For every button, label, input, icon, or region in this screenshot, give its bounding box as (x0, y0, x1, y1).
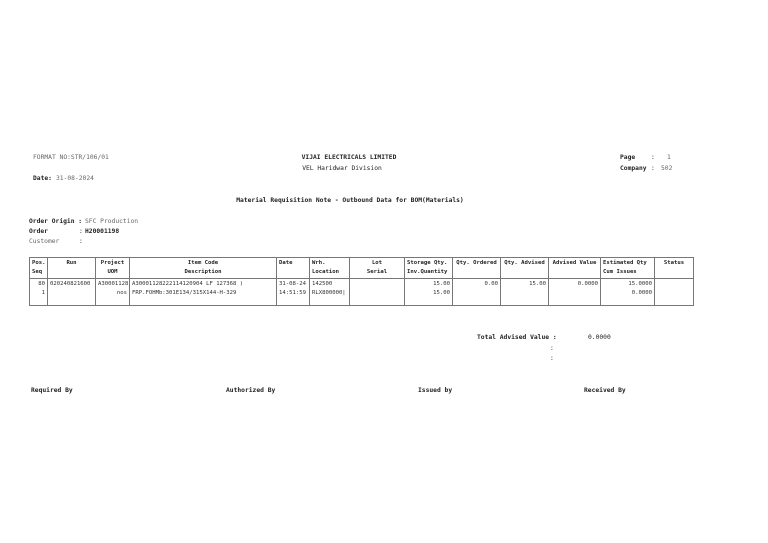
cell-status (655, 279, 694, 306)
division-name: VEL Haridwar Division (302, 165, 382, 172)
col-storage-qty-header: Storage Qty. Inv.Quantity (405, 258, 453, 279)
cell-pos: 80 1 (30, 279, 48, 306)
cell-project: A30001128 nos (96, 279, 130, 306)
format-number: FORMAT NO:STR/106/01 (33, 154, 109, 161)
cell-lot (350, 279, 405, 306)
col-warehouse-header: Wrh. Location (310, 258, 350, 279)
col-qty-ordered-header: Qty. Ordered (453, 258, 501, 279)
cell-qty-ordered: 0.00 (453, 279, 501, 306)
page-number: 1 (667, 154, 671, 161)
page-label: Page (620, 154, 636, 161)
order-origin-value: SFC Production (85, 218, 139, 225)
col-pos-header: Pos. Seq (30, 258, 48, 279)
col-estimated-qty-header: Estimated Qty Cum Issues (601, 258, 655, 279)
col-item-header: Item Code Description (130, 258, 277, 279)
cell-item: A30001128222114120904 LF 127368 ) FRP.FOHMb:301E134/315X144-H-329 (130, 279, 277, 306)
col-project-header: Project UOM (96, 258, 130, 279)
order-separator: : (79, 228, 83, 235)
received-by-label: Received By (584, 387, 626, 394)
customer-label: Customer (29, 238, 60, 245)
col-status-header: Status (655, 258, 694, 279)
cell-storage-qty: 15.00 15.00 (405, 279, 453, 306)
table-row (30, 279, 694, 306)
cell-qty-advised: 15.00 (501, 279, 549, 306)
table-header-row (30, 258, 694, 279)
company-label: Company (620, 165, 647, 172)
total-advised-value: 0.0000 (588, 334, 611, 341)
col-lot-header: Lot Serial (350, 258, 405, 279)
col-run-header: Run (48, 258, 96, 279)
company-separator: : (651, 165, 655, 172)
total-advised-label: Total Advised Value : (477, 334, 557, 341)
required-by-label: Required By (31, 387, 73, 394)
customer-separator: : (79, 238, 83, 245)
total-colon-2: : (550, 355, 554, 362)
issued-by-label: Issued by (418, 387, 453, 394)
company-name: VIJAI ELECTRICALS LIMITED (301, 154, 397, 161)
authorized-by-label: Authorized By (226, 387, 276, 394)
order-label: Order (29, 228, 48, 235)
cell-run: 020240821600 (48, 279, 96, 306)
total-colon-1: : (550, 345, 554, 352)
page-separator: : (651, 154, 655, 161)
date-label: Date: (33, 175, 52, 182)
company-code: 502 (661, 165, 673, 172)
col-advised-value-header: Advised Value (549, 258, 601, 279)
order-number: H20001198 (85, 228, 120, 235)
col-qty-advised-header: Qty. Advised (501, 258, 549, 279)
report-date: 31-08-2024 (56, 175, 94, 182)
cell-warehouse: 142500 RLX800000| (310, 279, 350, 306)
col-date-header: Date (277, 258, 310, 279)
cell-advised-value: 0.0000 (549, 279, 601, 306)
cell-date: 31-08-24 14:51:59 (277, 279, 310, 306)
requisition-table (29, 257, 694, 306)
cell-estimated-qty: 15.0000 0.0000 (601, 279, 655, 306)
report-title: Material Requisition Note - Outbound Data for BOM(Materials) (236, 197, 464, 204)
order-origin-label: Order Origin : (29, 218, 83, 225)
